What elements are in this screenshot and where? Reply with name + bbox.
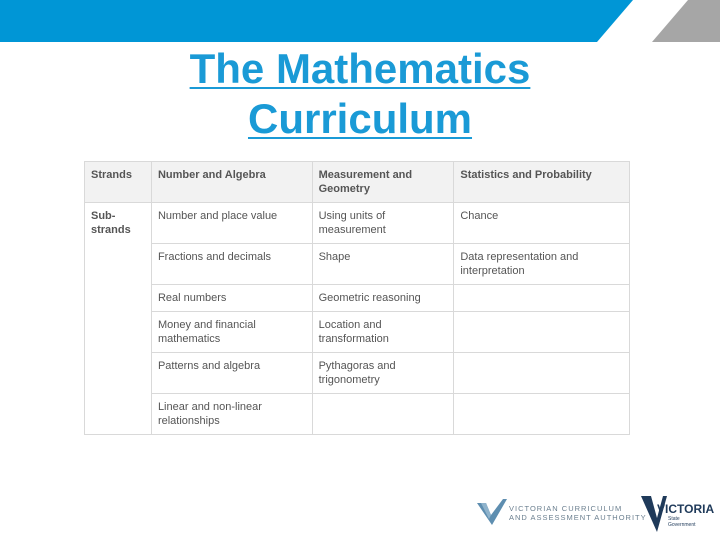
curriculum-table (84, 161, 630, 435)
table-cell: Money and financial mathematics (151, 312, 312, 353)
slide-title (0, 44, 720, 144)
vcaa-line-2: AND ASSESSMENT AUTHORITY (509, 513, 647, 522)
victoria-government-logo (641, 494, 715, 534)
vic-sub-line-2: Government (668, 522, 696, 528)
table-row (85, 203, 630, 244)
banner-blue-shape (0, 0, 633, 42)
title-line-1: The Mathematics (189, 45, 531, 92)
table-header-row (85, 162, 630, 203)
table-cell: Location and transformation (312, 312, 454, 353)
table-cell: Chance (454, 203, 630, 244)
table-cell: Patterns and algebra (151, 353, 312, 394)
table-cell (312, 394, 454, 435)
table-cell (454, 394, 630, 435)
table-row (85, 394, 630, 435)
vcaa-text (509, 504, 647, 522)
table-cell (454, 312, 630, 353)
title-line-2: Curriculum (247, 95, 473, 142)
victoria-wordmark: VICTORIA (657, 502, 715, 516)
banner-grey-shape (652, 0, 720, 42)
table-cell: Data representation and interpretation (454, 244, 630, 285)
table-cell: Using units of measurement (312, 203, 454, 244)
header-measurement-geometry: Measurement and Geometry (312, 162, 454, 203)
table-row (85, 285, 630, 312)
sub-strands-label: Sub-strands (85, 203, 152, 435)
table-cell: Fractions and decimals (151, 244, 312, 285)
table-cell: Pythagoras and trigonometry (312, 353, 454, 394)
header-number-algebra: Number and Algebra (151, 162, 312, 203)
table-cell: Linear and non-linear relationships (151, 394, 312, 435)
top-banner (0, 0, 720, 42)
vcaa-check-icon (477, 499, 507, 527)
vcaa-logo (477, 499, 647, 527)
header-strands: Strands (85, 162, 152, 203)
table-cell (454, 353, 630, 394)
table-cell: Real numbers (151, 285, 312, 312)
header-statistics-probability: Statistics and Probability (454, 162, 630, 203)
table-cell (454, 285, 630, 312)
table-cell: Shape (312, 244, 454, 285)
table-row (85, 244, 630, 285)
victoria-subtitle (668, 516, 696, 528)
vcaa-line-1: VICTORIAN CURRICULUM (509, 504, 623, 513)
table-row (85, 353, 630, 394)
table-cell: Geometric reasoning (312, 285, 454, 312)
table-cell: Number and place value (151, 203, 312, 244)
vic-sub-line-1: State (668, 516, 680, 522)
table-row (85, 312, 630, 353)
